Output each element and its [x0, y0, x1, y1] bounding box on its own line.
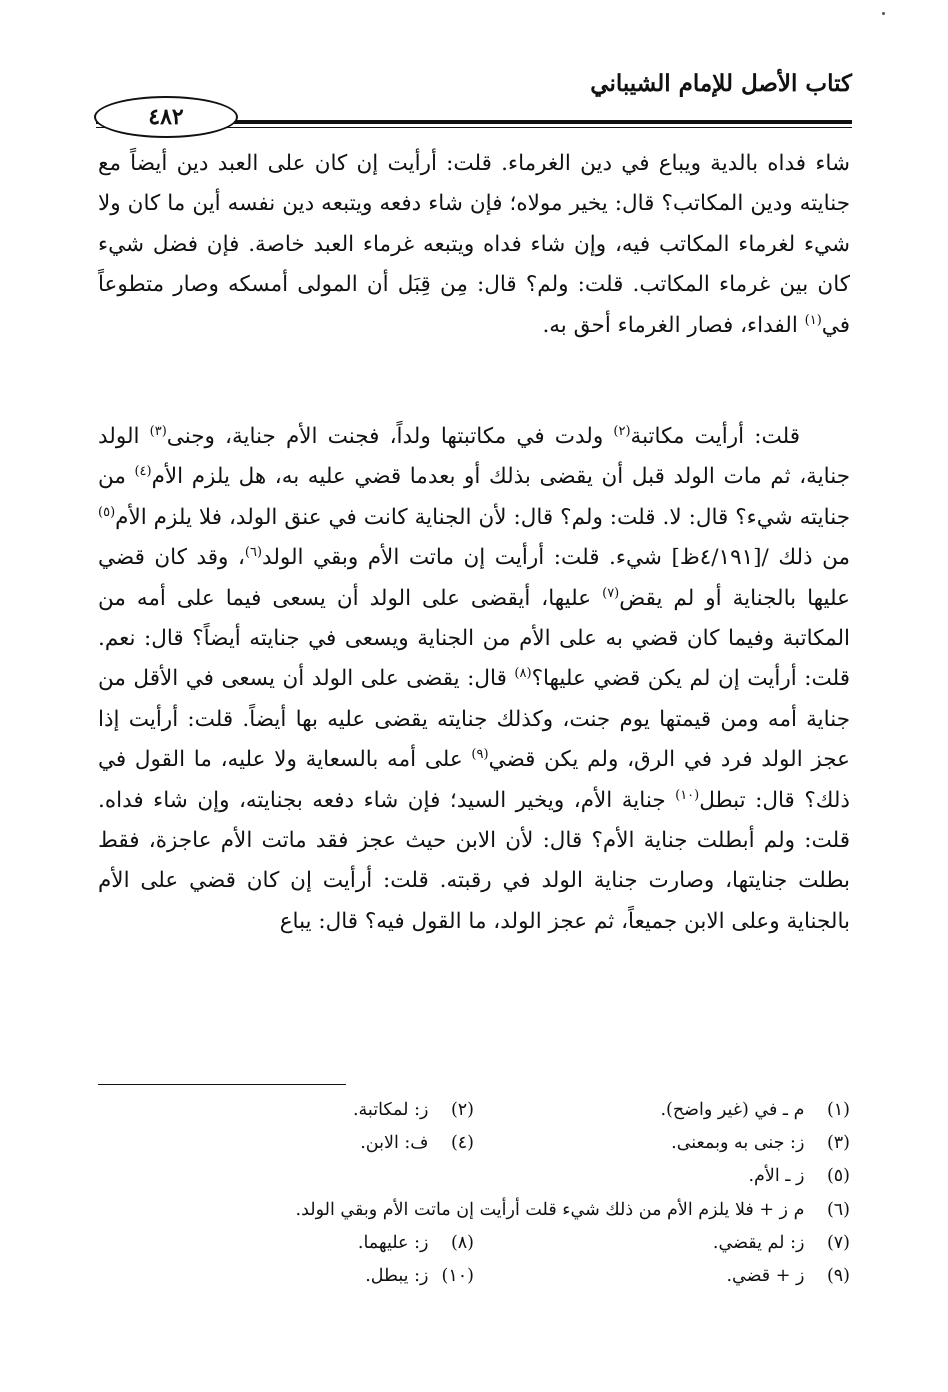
paragraph-continued: [98, 144, 850, 346]
footnote-row: [98, 1094, 850, 1127]
footnote-item: [98, 1194, 850, 1227]
footnote-number: (٤): [450, 1133, 474, 1154]
footnotes: [98, 1094, 850, 1293]
page-number-badge: [94, 96, 238, 138]
footnote-text: م ـ في (غير واضح).: [660, 1100, 805, 1120]
footnote-number: (٨): [450, 1232, 474, 1253]
footnote-marker: (٢): [613, 423, 631, 439]
scan-speck: [882, 12, 885, 15]
footnote-number: (١٠): [441, 1266, 474, 1287]
paragraph-segment: قلت: أرأيت مكاتبة: [630, 424, 800, 449]
footnote-text: م ز + فلا يلزم الأم من ذلك شيء قلت أرأيت إن ماتت الأم وبقي الولد.: [295, 1199, 805, 1220]
footnote-marker: (٩): [471, 747, 489, 763]
footnote-item: [98, 1127, 474, 1160]
footnote-marker: (١٠): [675, 787, 700, 803]
footnote-number: (١): [826, 1100, 850, 1120]
footnote-text: ز ـ الأم.: [748, 1166, 805, 1187]
footnote-item: [98, 1260, 474, 1293]
footnote-number: (٦): [826, 1199, 850, 1220]
paragraph-segment: عليها، أيقضى على الولد أن يسعى فيما على أمه من المكاتبة وفيما كان قضي به على الأم من الجناية ويسعى في جنايته أيضاً؟ قال: نعم. قلت: أرأيت إن لم يكن قضي عليها؟: [98, 585, 850, 692]
paragraph-segment: الولد جناية، ثم مات الولد قبل أن يقضى بذلك أو بعدما قضي عليه به، هل يلزم الأم: [98, 424, 851, 490]
footnote-row: [98, 1127, 850, 1160]
footnote-item: [98, 1227, 474, 1260]
paragraph-segment: قال: يقضى على الولد أن يسعى في الأقل من جناية أمه ومن قيمتها يوم جنت، وكذلك جنايته يقضى عليه بها أيضاً. قلت: أرأيت إذا عجز الولد فرد في الرق، ولم يكن قضي: [98, 666, 850, 773]
footnote-text: ز + قضي.: [726, 1266, 805, 1287]
paragraph-segment: على أمه بالسعاية ولا عليه، ما القول في ذلك؟ قال: تبطل: [98, 747, 850, 813]
footnote-text: ز: لمكاتبة.: [352, 1100, 429, 1120]
paragraph-segment: جناية الأم، ويخير السيد؛ فإن شاء دفعه بجنايته، وإن شاء فداه. قلت: ولم أبطلت جناية الأم؟ قال: لأن الابن حيث عجز فقد ماتت الأم عاجزة، فقط بطلت جنايتها، وصارت جناية الولد في رقبته. قلت: أرأيت إن كان قضي على الأم بالجناية وعلى الابن جميعاً، ثم عجز الولد، ما القول فيه؟ قال: يباع: [98, 787, 850, 934]
paragraph-main: [98, 417, 850, 942]
footnote-text: ز: يبطل.: [365, 1266, 429, 1287]
footnote-row: [98, 1160, 850, 1193]
footnote-marker: (٥): [98, 504, 116, 520]
footnote-item: [474, 1094, 850, 1127]
footnote-item: [98, 1160, 850, 1193]
paragraph-text: الفداء، فصار الغرماء أحق به.: [542, 312, 805, 338]
paragraph-segment: من جنايته شيء؟ قال: لا. قلت: ولم؟ قال: لأن الجناية كانت في عنق الولد، فلا يلزم الأم: [98, 464, 850, 530]
footnote-item: [98, 1094, 474, 1127]
footnote-row: [98, 1260, 850, 1293]
footnote-number: (٣): [826, 1133, 850, 1154]
footnote-marker: (٣): [149, 423, 167, 439]
footnote-row: [98, 1227, 850, 1260]
paragraph-segment: من ذلك /[٤/١٩١ظ] شيء. قلت: أرأيت إن ماتت الأم وبقي الولد: [262, 545, 850, 571]
paragraph-text: شاء فداه بالدية ويباع في دين الغرماء. قلت: أرأيت إن كان على العبد دين أيضاً مع جنايته ودين المكاتب؟ قال: يخير مولاه؛ فإن شاء دفعه ويتبعه دين نفسه أين ما كان ولا شيء لغرماء المكاتب فيه، وإن شاء فداه ويتبعه غرماء العبد خاصة. فإن فضل شيء كان بين غرماء المكاتب. قلت: ولم؟ قال: مِن قِبَل أن المولى أمسكه وصار متطوعاً في: [98, 151, 850, 338]
page-number: ٤٨٢: [148, 104, 184, 130]
footnote-number: (٥): [826, 1166, 850, 1187]
footnote-marker: (٦): [244, 545, 263, 561]
footnote-number: (٧): [826, 1232, 850, 1253]
footnote-number: (٢): [450, 1100, 474, 1120]
paragraph-segment: ولدت في مكاتبتها ولداً، فجنت الأم جناية، وجنى: [166, 424, 614, 449]
footnote-item: [474, 1227, 850, 1260]
footnote-text: ز: لم يقضي.: [712, 1232, 805, 1253]
paragraph-segment: ، وقد كان قضي عليها بالجناية أو لم يقض: [98, 545, 850, 611]
footnote-separator: [98, 1084, 346, 1085]
footnote-number: (٩): [826, 1266, 850, 1287]
running-header-title: كتاب الأصل للإمام الشيباني: [590, 70, 852, 97]
footnote-text: ز: جنى به وبمعنى.: [671, 1133, 805, 1154]
footnote-marker: (٧): [602, 585, 620, 601]
footnote-marker: (١): [804, 312, 822, 328]
footnote-marker: (٤): [134, 464, 152, 480]
footnote-text: ف: الابن.: [360, 1133, 429, 1154]
footnote-marker: (٨): [514, 666, 532, 682]
footnote-item: [474, 1127, 850, 1160]
footnote-text: ز: عليهما.: [357, 1232, 429, 1253]
footnote-row: [98, 1194, 850, 1227]
footnote-item: [474, 1260, 850, 1293]
